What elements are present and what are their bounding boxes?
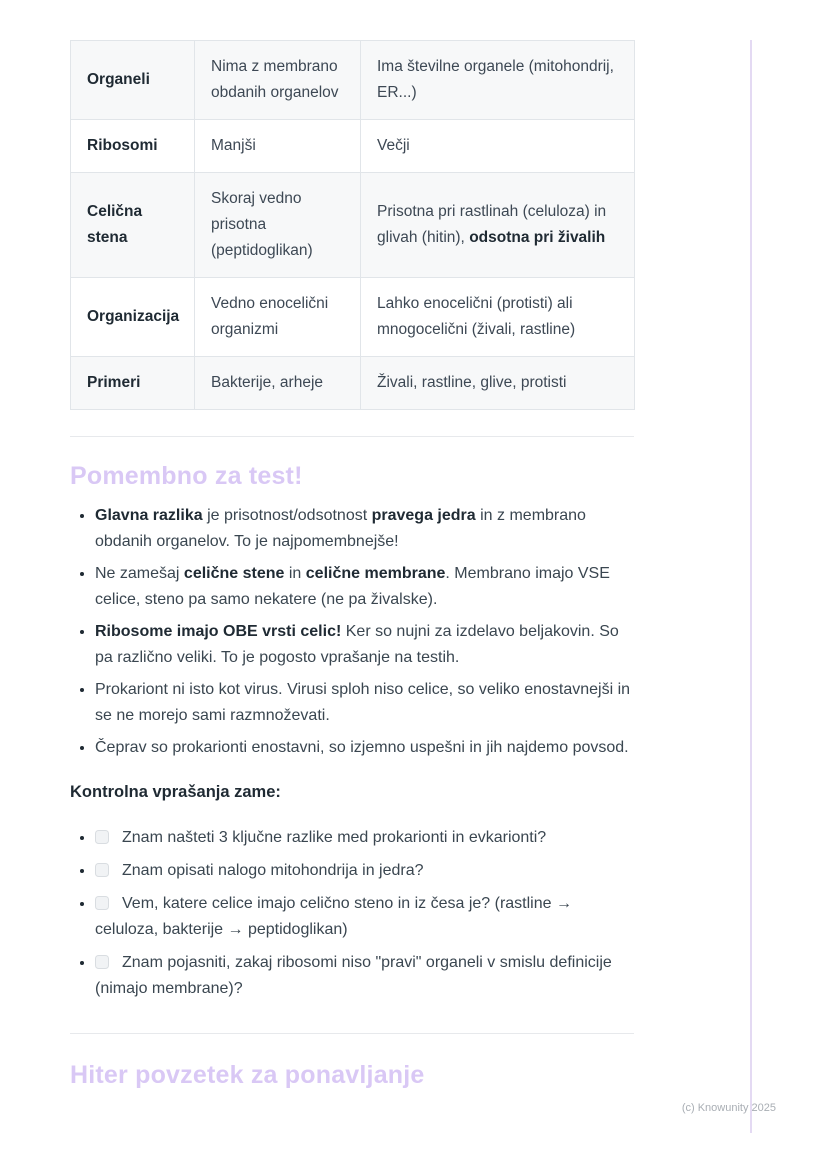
checkbox[interactable]: [95, 830, 109, 844]
list-item-text: Ribosome imajo OBE vrsti celic! Ker so nujni za izdelavo beljakovin. So pa različno veliki. To je pogosto vprašanje na testih.: [95, 623, 619, 666]
eukaryote-cell: Večji: [361, 120, 635, 173]
row-label: Celična stena: [71, 173, 195, 278]
checkbox[interactable]: [95, 955, 109, 969]
checkbox[interactable]: [95, 896, 109, 910]
checklist-item: [95, 891, 634, 943]
prokaryote-cell: Nima z membrano obdanih organelov: [195, 41, 361, 120]
page-content: [70, 40, 634, 1102]
control-questions-list: [70, 825, 634, 1002]
prokaryote-cell: Vedno enocelični organizmi: [195, 278, 361, 357]
row-label: Primeri: [71, 357, 195, 410]
row-label: Organeli: [71, 41, 195, 120]
checkbox[interactable]: [95, 863, 109, 877]
eukaryote-cell: Živali, rastline, glive, protisti: [361, 357, 635, 410]
prokaryote-cell: Skoraj vedno prisotna (peptidoglikan): [195, 173, 361, 278]
checklist-item-text: Vem, katere celice imajo celično steno in iz česa je? (rastline → celuloza, bakterije → peptidoglikan): [95, 895, 572, 938]
control-questions-heading: Kontrolna vprašanja zame:: [70, 783, 281, 801]
checklist-item: [95, 858, 634, 884]
checklist-item: [95, 950, 634, 1002]
list-item: [95, 677, 634, 729]
row-label: Organizacija: [71, 278, 195, 357]
page-edge-divider: [750, 40, 752, 1133]
row-label: Ribosomi: [71, 120, 195, 173]
list-item: [95, 735, 634, 761]
list-item-text: Prokariont ni isto kot virus. Virusi sploh niso celice, so veliko enostavnejši in se ne morejo sami razmnoževati.: [95, 681, 631, 724]
list-item: [95, 503, 634, 555]
horizontal-divider: [70, 1033, 634, 1034]
list-item-text: Glavna razlika je prisotnost/odsotnost pravega jedra in z membrano obdanih organelov. To je najpomembnejše!: [95, 507, 586, 550]
prokaryote-cell: Bakterije, arheje: [195, 357, 361, 410]
list-item: [95, 619, 634, 671]
comparison-table: [70, 40, 635, 410]
important-notes-list: [70, 503, 634, 761]
checklist-item-text: Znam opisati nalogo mitohondrija in jedra?: [122, 862, 424, 879]
section-heading-summary: Hiter povzetek za ponavljanje: [70, 1061, 425, 1089]
list-item-text: Čeprav so prokarionti enostavni, so izjemno uspešni in jih najdemo povsod.: [95, 739, 629, 756]
checklist-item-text: Znam pojasniti, zakaj ribosomi niso "pravi" organeli v smislu definicije (nimajo membrane)?: [95, 954, 612, 997]
table-row: [71, 357, 635, 410]
eukaryote-cell: Ima številne organele (mitohondrij, ER...): [361, 41, 635, 120]
table-row: [71, 41, 635, 120]
eukaryote-cell: Prisotna pri rastlinah (celuloza) in glivah (hitin), odsotna pri živalih: [361, 173, 635, 278]
table-row: [71, 120, 635, 173]
list-item: [95, 561, 634, 613]
prokaryote-cell: Manjši: [195, 120, 361, 173]
horizontal-divider: [70, 436, 634, 437]
checklist-item: [95, 825, 634, 851]
table-row: [71, 173, 635, 278]
copyright-notice: (c) Knowunity 2025: [681, 1102, 776, 1114]
list-item-text: Ne zamešaj celične stene in celične membrane. Membrano imajo VSE celice, steno pa samo nekatere (ne pa živalske).: [95, 565, 610, 608]
table-row: [71, 278, 635, 357]
section-heading-important: Pomembno za test!: [70, 462, 303, 490]
eukaryote-cell: Lahko enocelični (protisti) ali mnogocelični (živali, rastline): [361, 278, 635, 357]
checklist-item-text: Znam našteti 3 ključne razlike med prokarionti in evkarionti?: [122, 829, 547, 846]
